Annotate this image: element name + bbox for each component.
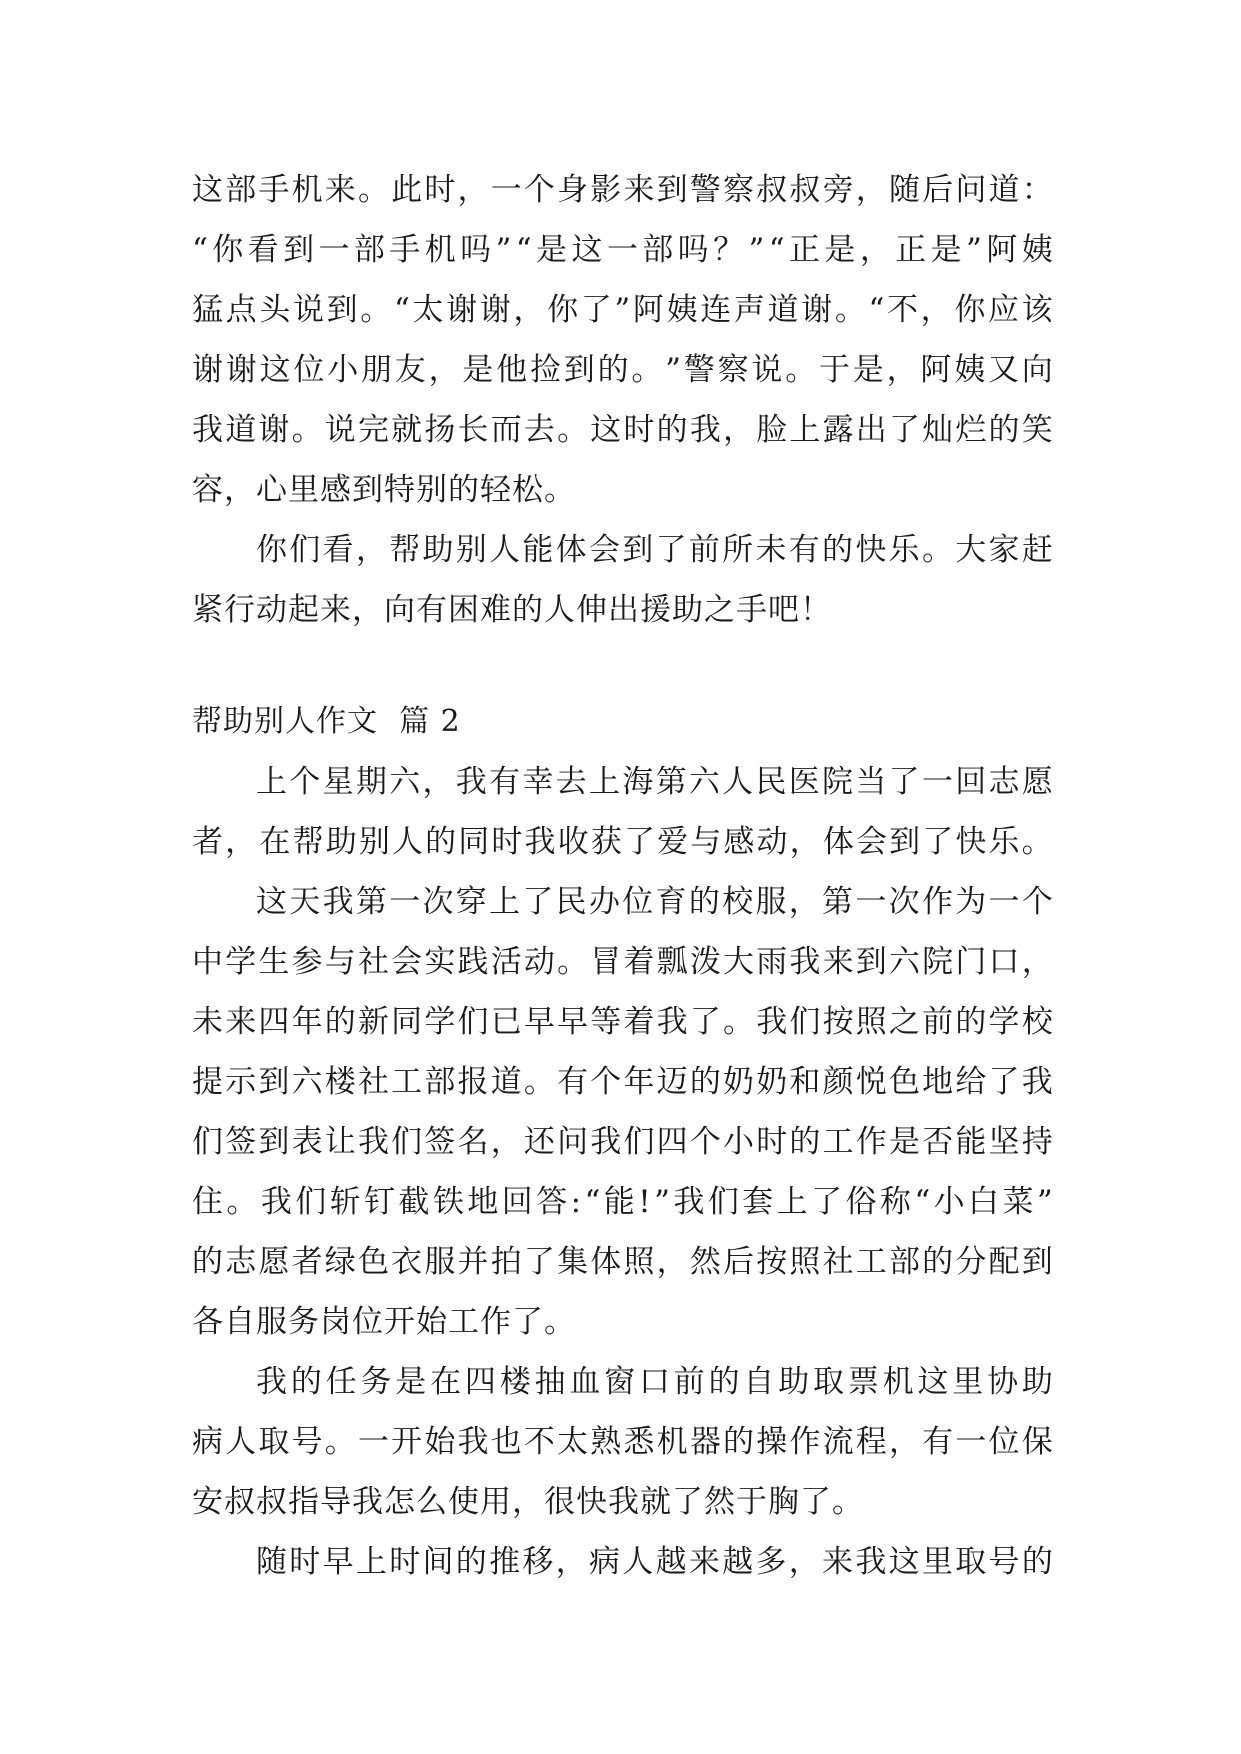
paragraph-line: 我 的 任 务 是 在 四 楼 抽 血 窗 口 前 的 自 助 取 票 机 这 里 协 助 [256, 1364, 1054, 1400]
paragraph-line: 者 ， 在 帮 助 别 人 的 同 时 我 收 获 了 爱 与 感 动 ， 体 会 到 了 快 乐 。 [192, 824, 1054, 860]
paragraph-line: 容，心里感到特别的轻松。 [192, 472, 576, 508]
paragraph-line: 这 部 手 机 来 。 此 时 ， 一 个 身 影 来 到 警 察 叔 叔 旁 ， 随 后 问 道 ： [192, 172, 1054, 208]
paragraph-line: 住 。 我 们 斩 钉 截 铁 地 回 答 : “ 能 ! ” 我 们 套 上 了 俗 称 “ 小 白 菜 ” [192, 1184, 1054, 1220]
paragraph-line: 安叔叔指导我怎么使用，很快我就了然于胸了。 [192, 1484, 864, 1520]
paragraph-line: 紧行动起来，向有困难的人伸出援助之手吧！ [192, 592, 832, 628]
paragraph-line: 谢 谢 这 位 小 朋 友 ， 是 他 捡 到 的 。 ” 警 察 说 。 于 是 ， 阿 姨 又 向 [192, 352, 1054, 388]
paragraph-line: 这 天 我 第 一 次 穿 上 了 民 办 位 育 的 校 服 ， 第 一 次 作 为 一 个 [256, 884, 1054, 920]
essay-body [192, 160, 1054, 1592]
section-heading: 帮助别人作文 篇 2 [192, 704, 461, 739]
paragraph-line: 的 志 愿 者 绿 色 衣 服 并 拍 了 集 体 照 ， 然 后 按 照 社 工 部 的 分 配 到 [192, 1244, 1054, 1280]
paragraph-line: 我 道 谢 。 说 完 就 扬 长 而 去 。 这 时 的 我 ， 脸 上 露 出 了 灿 烂 的 笑 [192, 412, 1054, 448]
paragraph-line: 各自服务岗位开始工作了。 [192, 1304, 576, 1340]
paragraph-line: 病 人 取 号 。 一 开 始 我 也 不 太 熟 悉 机 器 的 操 作 流 程 ， 有 一 位 保 [192, 1424, 1054, 1460]
paragraph-line: 随 时 早 上 时 间 的 推 移 ， 病 人 越 来 越 多 ， 来 我 这 里 取 号 的 [256, 1544, 1054, 1580]
paragraph-line: 中 学 生 参 与 社 会 实 践 活 动 。 冒 着 瓢 泼 大 雨 我 来 到 六 院 门 口 ， [192, 944, 1054, 980]
paragraph-line: “ 你 看 到 一 部 手 机 吗 ” “ 是 这 一 部 吗 ？ ” “ 正 是 ， 正 是 ” 阿 姨 [192, 232, 1054, 268]
paragraph-line: 提 示 到 六 楼 社 工 部 报 道 。 有 个 年 迈 的 奶 奶 和 颜 悦 色 地 给 了 我 [192, 1064, 1054, 1100]
paragraph-line: 你 们 看 ， 帮 助 别 人 能 体 会 到 了 前 所 未 有 的 快 乐 。 大 家 赶 [256, 532, 1054, 568]
paragraph-line: 们 签 到 表 让 我 们 签 名 ， 还 问 我 们 四 个 小 时 的 工 作 是 否 能 坚 持 [192, 1124, 1054, 1160]
paragraph-line: 未 来 四 年 的 新 同 学 们 已 早 早 等 着 我 了 。 我 们 按 照 之 前 的 学 校 [192, 1004, 1054, 1040]
paragraph-line: 上 个 星 期 六 ， 我 有 幸 去 上 海 第 六 人 民 医 院 当 了 一 回 志 愿 [256, 764, 1054, 800]
section-spacer [192, 640, 1054, 692]
paragraph-line: 猛 点 头 说 到 。 “ 太 谢 谢 ， 你 了 ” 阿 姨 连 声 道 谢 。 “ 不 ， 你 应 该 [192, 292, 1054, 328]
